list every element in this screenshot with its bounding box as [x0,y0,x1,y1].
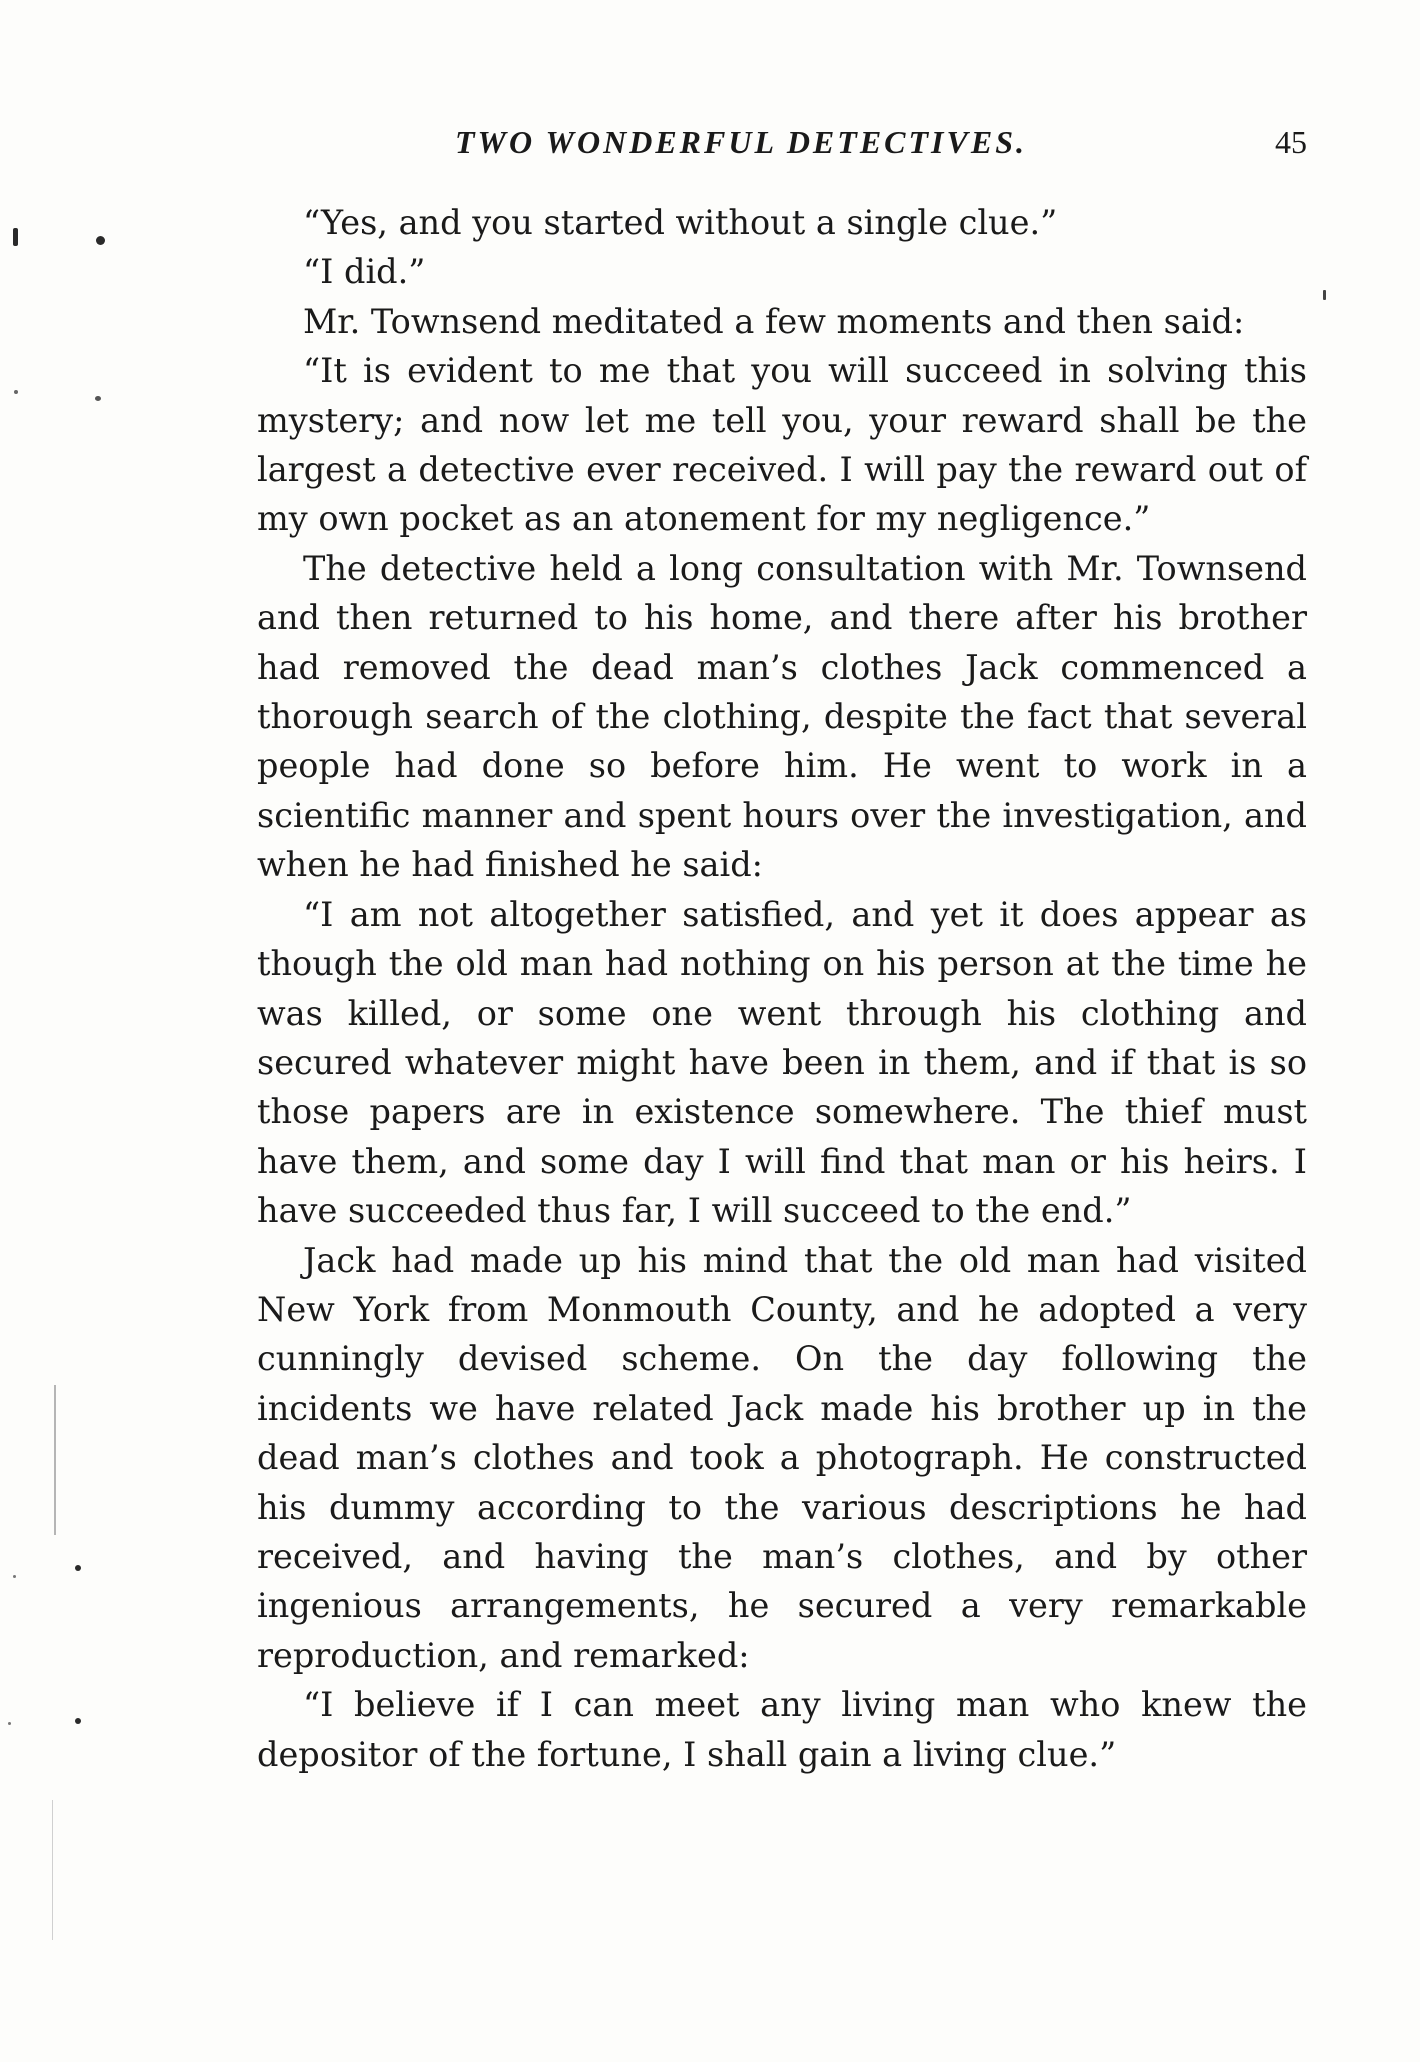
scan-speck [75,1718,81,1724]
body-text [257,198,1307,1779]
paragraph: “I am not altogether satisfied, and yet it does appear as though the old man had nothing on his person at the time he was killed, or some one went through his clothing and secured whatever might have been in them, and if that is so those papers are in existence somewhere. The thief must have them, and some day I will find that man or his heirs. I have succeeded thus far, I will succeed to the end.” [257,894,1307,1231]
scan-speck [8,1722,11,1725]
scan-line [52,1800,53,1940]
scan-speck [96,236,105,245]
scan-speck [13,228,18,246]
paragraph: Mr. Townsend meditated a few moments and then said: [303,301,1245,341]
scan-speck [1323,290,1326,300]
paragraph: Jack had made up his mind that the old man had visited New York from Monmouth County, and he adopted a very cunningly devised scheme. On the day following the incidents we have related Jack made his brother up in the dead man’s clothes and took a photograph. He constructed his dummy according to the various descriptions he had received, and having the man’s clothes, and by other ingenious arrangements, he secured a very remarkable reproduction, and remarked: [257,1240,1307,1675]
running-head [257,124,1307,172]
scan-speck [13,1575,16,1578]
scan-speck [95,396,101,401]
paragraph: “Yes, and you started without a single clue.” [303,203,1058,242]
page-number: 45 [1275,124,1307,160]
paragraph: “I did.” [303,252,426,292]
running-title: TWO WONDERFUL DETECTIVES. [455,124,1027,160]
scan-speck [14,390,18,394]
scan-line [54,1385,56,1535]
paragraph: “I believe if I can meet any living man who knew the depositor of the fortune, I shall gain a living clue.” [257,1685,1307,1774]
scan-speck [75,1565,81,1571]
paragraph: “It is evident to me that you will succeed in solving this mystery; and now let me tell you, your reward shall be the largest a detective ever received. I will pay the reward out of my own pocket as an atonement for my negligence.” [257,351,1307,539]
paragraph: The detective held a long consultation with Mr. Townsend and then returned to his home, and there after his brother had removed the dead man’s clothes Jack commenced a thorough search of the clothing, despite the fact that several people had done so before him. He went to work in a scientific manner and spent hours over the investigation, and when he had finished he said: [257,548,1307,885]
